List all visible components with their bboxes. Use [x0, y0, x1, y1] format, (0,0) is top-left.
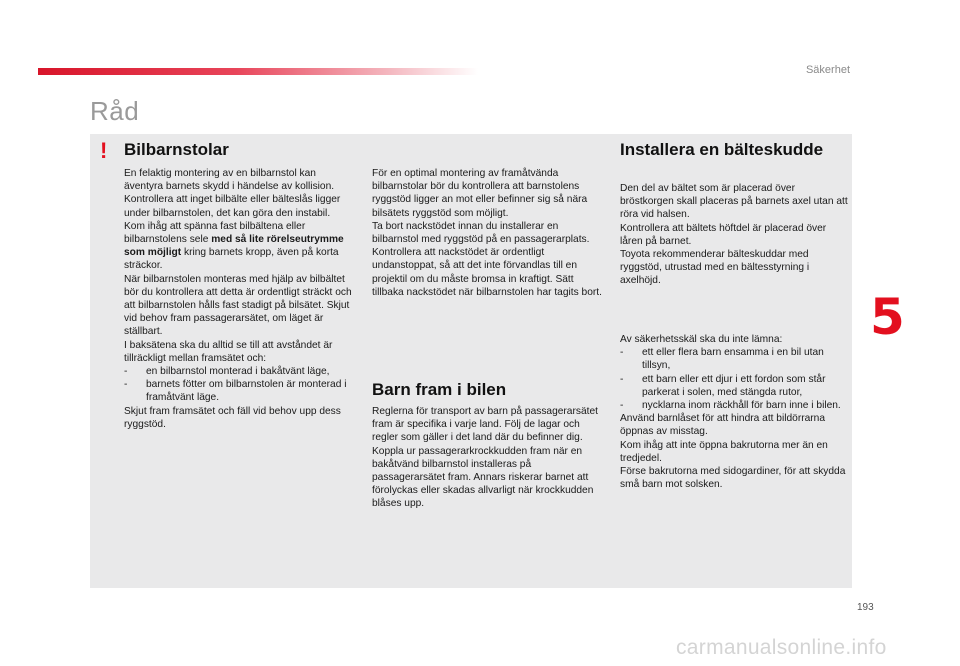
watermark: carmanualsonline.info — [676, 636, 887, 659]
paragraph: Använd barnlåset för att hindra att bildörrarna öppnas av misstag. — [620, 413, 826, 438]
column-3-lower — [620, 333, 852, 491]
paragraph: För en optimal montering av framåtvända bilbarnstolar bör du kontrollera att barnstolens ryggstöd ligger an mot eller befinner sig så nära bilsätets ryggstöd som möjligt. — [372, 168, 588, 219]
paragraph: En felaktig montering av en bilbarnstol kan äventyra barnets skydd i händelse av kollision. — [124, 168, 335, 193]
paragraph: I baksätena ska du alltid se till att avståndet är tillräckligt mellan framsätet och: — [124, 339, 333, 364]
section-label: Säkerhet — [805, 64, 850, 76]
list-item: - barnets fötter om bilbarnstolen är monterad i framåtvänt läge. — [124, 379, 347, 404]
paragraph: Skjut fram framsätet och fäll vid behov upp dess ryggstöd. — [124, 405, 341, 430]
heading-barn-fram: Barn fram i bilen — [372, 380, 507, 399]
heading-bilbarnstolar: Bilbarnstolar — [124, 140, 229, 159]
list-item: - nycklarna inom räckhåll för barn inne i bilen. — [620, 400, 841, 412]
list-item: - en bilbarnstol monterad i bakåtvänt läge, — [124, 366, 330, 378]
chapter-number: 5 — [870, 288, 905, 346]
paragraph: Förse bakrutorna med sidogardiner, för att skydda små barn mot solsken. — [620, 466, 846, 491]
header-accent-bar — [38, 68, 478, 75]
list-item: - ett eller flera barn ensamma i en bil utan tillsyn, — [620, 347, 824, 372]
column-2 — [372, 167, 602, 299]
paragraph: När bilbarnstolen monteras med hjälp av bilbältet bör du kontrollera att detta är ordentligt sträckt och att bilbarnstolen hålls fast stadigt på bilsätet. Skjut vid behov fram passagerarsätet, om läget är ställbart. — [124, 273, 352, 338]
paragraph: Ta bort nackstödet innan du installerar en bilbarnstol med ryggstöd på en passagerarplats. — [372, 220, 590, 246]
bold-text: med så lite rörelseutrymme som möjligt — [124, 234, 344, 259]
heading-balteskudde: Installera en bälteskudde — [620, 140, 824, 159]
paragraph: Kom ihåg att spänna fast bilbältena eller bilbarnstolens sele med så lite rörelseutrymme som möjligt kring barnets kropp, även på korta sträckor. — [124, 220, 344, 272]
paragraph: Koppla ur passagerarkrockkudden fram när en bakåtvänd bilbarnstol installeras på passagerarsätet fram. Annars riskerar barnet att förolyckas eller skadas allvarligt när krockkudden blåses upp. — [372, 445, 594, 510]
column-1 — [124, 167, 356, 431]
page-number: 193 — [857, 602, 874, 613]
paragraph: Kontrollera att inget bilbälte eller bälteslås ligger under bilbarnstolen, det kan göra den instabil. — [124, 194, 341, 219]
paragraph: Av säkerhetsskäl ska du inte lämna: — [620, 334, 783, 345]
paragraph: Kontrollera att nackstödet är ordentligt undanstoppat, så att det inte förvandlas till en projektil om du måste bromsa in kraftigt. Sätt tillbaka nackstödet när bilbarnstolen har tagits bort. — [372, 247, 602, 298]
page-title: Råd — [90, 96, 140, 126]
column-3 — [620, 182, 850, 288]
list-item: - ett barn eller ett djur i ett fordon som står parkerat i solen, med stängda rutor, — [620, 373, 826, 398]
warning-icon: ! — [100, 138, 108, 163]
paragraph: Kontrollera att bältets höftdel är placerad över låren på barnet. — [620, 222, 827, 247]
paragraph: Kom ihåg att inte öppna bakrutorna mer än en tredjedel. — [620, 439, 828, 464]
column-2-lower — [372, 405, 604, 511]
paragraph: Toyota rekommenderar bälteskuddar med ryggstöd, utrustad med en bältesstyrning i axelhöjd. — [620, 249, 810, 287]
paragraph: Reglerna för transport av barn på passagerarsätet fram är specifika i varje land. Följ de lagar och regler som gäller i det land där du befinner dig. — [372, 406, 598, 444]
paragraph: Den del av bältet som är placerad över bröstkorgen skall placeras på barnets axel utan att röra vid halsen. — [620, 183, 848, 221]
